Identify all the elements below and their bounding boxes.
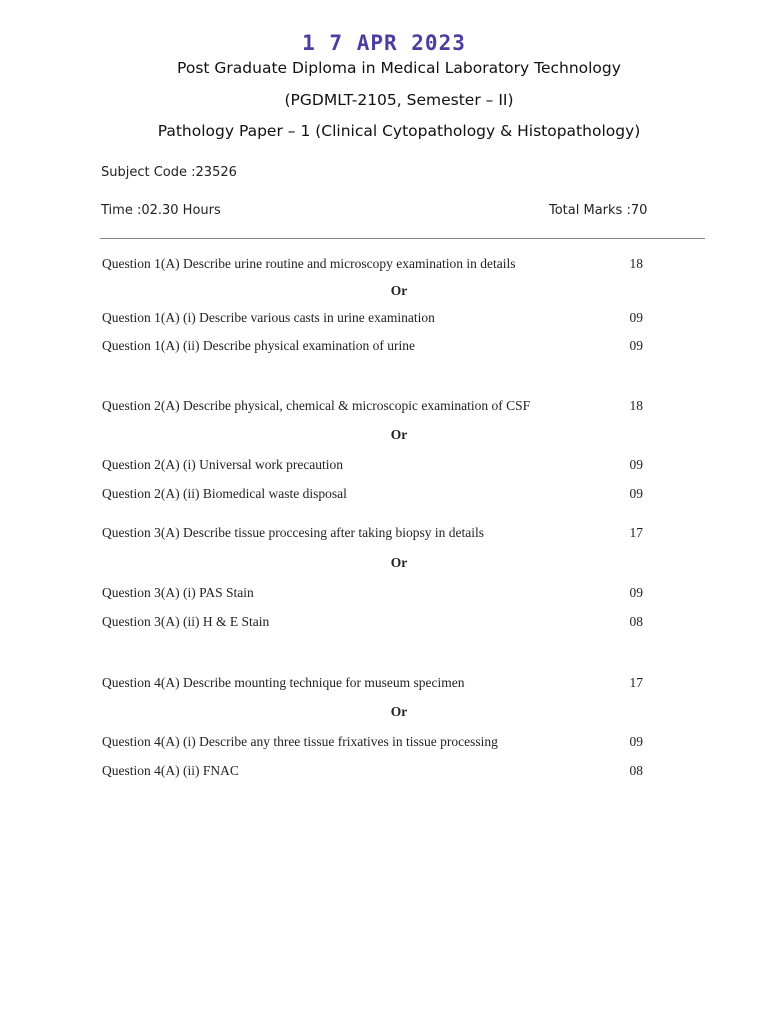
question-4a: Question 4(A) Describe mounting technique for museum specimen: [102, 675, 465, 690]
question-1a: Question 1(A) Describe urine routine and microscopy examination in details: [102, 256, 516, 271]
subject-code: Subject Code :23526: [101, 165, 237, 180]
or-separator: Or: [390, 427, 408, 442]
question-3a-ii-marks: 08: [629, 614, 643, 629]
question-3a: Question 3(A) Describe tissue proccesing after taking biopsy in details: [102, 525, 485, 540]
or-separator: Or: [390, 704, 408, 719]
question-3a-i: Question 3(A) (i) PAS Stain: [102, 585, 254, 600]
question-4a-ii: Question 4(A) (ii) FNAC: [102, 763, 239, 778]
question-3a-ii: Question 3(A) (ii) H & E Stain: [102, 614, 270, 629]
question-3a-i-marks: 09: [629, 585, 643, 600]
question-2a-i: Question 2(A) (i) Universal work precaution: [102, 457, 344, 472]
exam-time: Time :02.30 Hours: [101, 203, 221, 218]
question-2a: Question 2(A) Describe physical, chemical & microscopic examination of CSF: [102, 398, 531, 413]
divider: [100, 238, 705, 239]
paper-title: Pathology Paper – 1 (Clinical Cytopathology & Histopathology): [157, 122, 641, 140]
question-1a-i: Question 1(A) (i) Describe various casts in urine examination: [102, 310, 435, 325]
date-stamp: 1 7 APR 2023: [302, 31, 466, 55]
or-separator: Or: [390, 555, 408, 570]
or-separator: Or: [390, 283, 408, 298]
programme-title: Post Graduate Diploma in Medical Laboratory Technology: [177, 59, 621, 77]
question-3a-marks: 17: [629, 525, 643, 540]
question-1a-ii: Question 1(A) (ii) Describe physical examination of urine: [102, 338, 416, 353]
question-4a-i: Question 4(A) (i) Describe any three tissue frixatives in tissue processing: [102, 734, 498, 749]
question-4a-marks: 17: [629, 675, 643, 690]
course-code: (PGDMLT-2105, Semester – II): [284, 91, 514, 109]
total-marks: Total Marks :70: [549, 203, 648, 218]
question-1a-marks: 18: [629, 256, 643, 271]
question-2a-i-marks: 09: [629, 457, 643, 472]
question-4a-i-marks: 09: [629, 734, 643, 749]
question-2a-ii-marks: 09: [629, 486, 643, 501]
question-4a-ii-marks: 08: [629, 763, 643, 778]
question-1a-i-marks: 09: [629, 310, 643, 325]
question-2a-ii: Question 2(A) (ii) Biomedical waste disposal: [102, 486, 347, 501]
question-1a-ii-marks: 09: [629, 338, 643, 353]
question-2a-marks: 18: [629, 398, 643, 413]
